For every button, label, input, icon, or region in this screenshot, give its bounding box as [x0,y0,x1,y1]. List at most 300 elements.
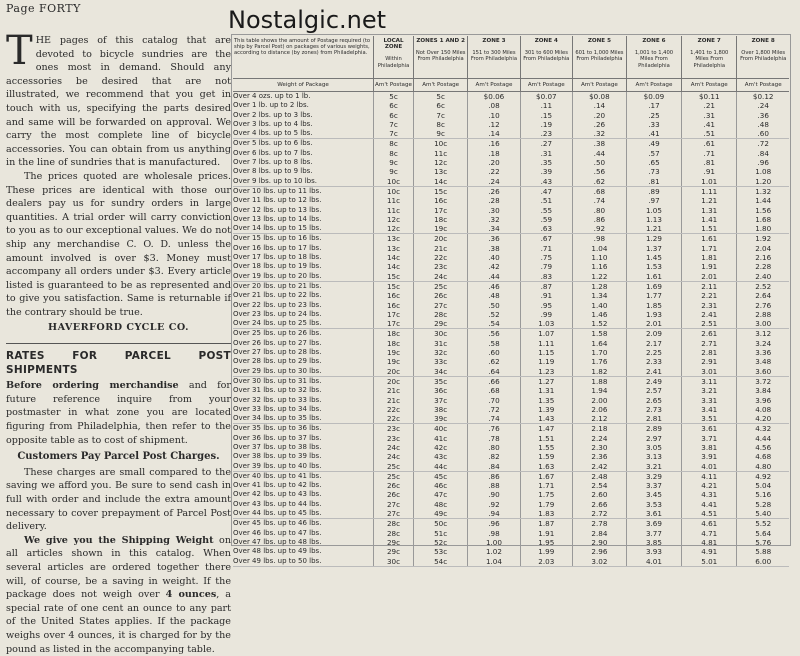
weight-cell: Over 4 lbs. up to 5 lbs. [233,129,374,139]
weight-cell: Over 14 lbs. up to 15 lbs. [233,224,374,234]
weight-header: Weight of Package [233,79,374,92]
table-row [233,386,789,395]
postage-cell: .86 [468,471,520,481]
customers-pay-heading: Customers Pay Parcel Post Charges. [17,451,220,463]
postage-table [233,36,789,567]
postage-cell: 1.91 [520,529,572,538]
table-row [233,253,789,262]
zone-header-2 [414,36,468,79]
postage-label: Am't Postage [572,79,626,92]
postage-cell: .65 [626,158,681,167]
postage-cell: 3.13 [626,452,681,461]
postage-cell: 1.41 [682,215,737,224]
postage-cell: 4.44 [737,434,789,443]
postage-cell: 37c [414,396,468,405]
postage-cell: 1.58 [572,329,626,339]
postage-cell: 29c [374,538,414,547]
table-row [233,357,789,366]
prices-paragraph: The prices quoted are wholesale prices. These prices are identical with those our dealers pay us for sundry orders in large quantities. A trial order will carry conviction to you as to our exceptional values. We do not ship any merchandise C. O. D. unless the amount involved is over $3. Money must accompany all orders under $3. Every article listed is guaranteed to be as represented and to give you satisfaction. Same is returnable if the contrary should be true. [6,170,231,318]
drop-cap: T [6,28,33,74]
postage-cell: .44 [468,272,520,282]
postage-cell: 2.11 [682,281,737,291]
table-row [233,538,789,547]
postage-cell: .24 [468,177,520,187]
weight-cell: Over 16 lbs. up to 17 lbs. [233,243,322,252]
postage-cell: .14 [572,101,626,110]
postage-cell: .66 [468,376,520,386]
table-row [233,424,789,434]
postage-cell: 23c [374,424,414,434]
postage-cell: .22 [468,167,520,176]
table-row [233,329,789,339]
postage-cell: 4.41 [682,500,737,509]
postage-cell: 2.31 [682,301,737,310]
postage-cell: 20c [414,234,468,244]
postage-cell: 6c [374,111,414,120]
postage-cell: 5.04 [737,481,789,490]
postage-cell: 1.31 [682,206,737,215]
weight-cell: Over 7 lbs. up to 8 lbs. [233,158,313,167]
postage-cell: 2.01 [682,272,737,282]
postage-cell: 1.87 [520,519,572,529]
postage-cell: $0.12 [737,92,789,102]
table-row [233,206,789,215]
postage-cell: 21c [374,386,414,395]
postage-cell: .92 [468,500,520,509]
table-row [233,301,789,310]
postage-cell: .83 [520,272,572,282]
postage-cell: .10 [468,111,520,120]
postage-cell: .76 [468,424,520,434]
postage-cell: .63 [520,224,572,234]
postage-cell: 2.21 [682,291,737,300]
table-row [233,149,789,158]
postage-cell: .97 [626,196,681,205]
postage-cell: 3.51 [682,414,737,424]
table-row [233,348,789,357]
postage-cell: 50c [414,519,468,529]
postage-cell: 2.96 [572,547,626,556]
postage-cell: .41 [682,120,737,129]
postage-cell: .32 [468,215,520,224]
postage-cell: $0.06 [468,92,520,102]
postage-cell: .38 [572,139,626,149]
postage-cell: 2.81 [626,414,681,424]
postage-cell: 7c [374,129,414,139]
postage-cell: .46 [468,281,520,291]
postage-cell: 2.41 [626,367,681,377]
intro-text: HE pages of this catalog that are devoted to bicycle sundries are the ones most in demand. Should any accessories be desired that are not illustrated, we recommend that you get in touch with us, specifying the parts desired and same will be forwarded on approval. We carry the most complete line of bicycle accessories. You can obtain from us anything in the line of sundries that is manufactured. [6,35,231,169]
postage-cell: .40 [468,253,520,262]
postage-cell: 24c [414,272,468,282]
postage-cell: 4.56 [737,443,789,452]
postage-cell: 2.18 [572,424,626,434]
postage-cell: 26c [374,490,414,499]
postage-cell: 5.76 [737,538,789,547]
postage-cell: 38c [414,405,468,414]
table-row [233,547,789,556]
postage-cell: .20 [572,111,626,120]
table-row [233,262,789,271]
postage-cell: 43c [414,452,468,461]
postage-cell: 6.00 [737,557,789,567]
weight-cell: Over 24 lbs. up to 25 lbs. [233,319,374,329]
section-divider [6,343,231,344]
postage-cell: 2.66 [572,500,626,509]
postage-cell: 3.85 [626,538,681,547]
table-row [233,129,789,139]
zone-distance: Within Philadelphia [377,56,410,69]
postage-cell: .51 [520,196,572,205]
postage-cell: 3.91 [682,452,737,461]
postage-cell: 3.81 [682,443,737,452]
postage-cell: .81 [626,177,681,187]
postage-cell: 4.80 [737,462,789,472]
postage-cell: .90 [468,490,520,499]
postage-table-body [233,92,789,567]
weight-cell: Over 39 lbs. up to 40 lbs. [233,462,374,472]
postage-cell: .35 [520,158,572,167]
weight-cell: Over 8 lbs. up to 9 lbs. [233,167,313,176]
zone-name: ZONE 5 [587,38,611,44]
postage-cell: 2.42 [572,462,626,472]
postage-cell: 1.47 [520,424,572,434]
postage-cell: .39 [520,167,572,176]
postage-cell: 3.02 [572,557,626,567]
postage-cell: 1.63 [520,462,572,472]
postage-cell: 29c [374,547,414,556]
postage-cell: 42c [414,443,468,452]
table-row [233,92,789,102]
postage-cell: 1.04 [468,557,520,567]
postage-cell: .31 [520,149,572,158]
postage-cell: 1.05 [626,206,681,215]
postage-cell: 19c [374,348,414,357]
postage-cell: 1.88 [572,376,626,386]
postage-cell: 1.04 [572,244,626,253]
postage-cell: 1.95 [520,538,572,547]
postage-cell: 1.28 [572,281,626,291]
postage-cell: 1.91 [682,262,737,271]
postage-cell: 13c [374,244,414,253]
postage-cell: 3.61 [682,424,737,434]
postage-cell: 4.91 [682,547,737,556]
postage-cell: 4.51 [682,509,737,519]
postage-cell: 11c [414,149,468,158]
postage-cell: 2.81 [682,348,737,357]
postage-cell: 1.51 [520,434,572,443]
postage-cell: 16c [374,291,414,300]
table-row [233,519,789,529]
postage-cell: 4.01 [626,557,681,567]
postage-cell: 2.28 [737,262,789,271]
postage-cell: 4.01 [682,462,737,472]
table-row [233,177,789,187]
postage-cell: .28 [468,196,520,205]
postage-cell: 34c [414,367,468,377]
postage-cell: 3.11 [682,376,737,386]
weight-cell: Over 37 lbs. up to 38 lbs. [233,442,322,451]
weight-cell: Over 4 ozs. up to 1 lb. [233,92,311,100]
postage-cell: 2.57 [626,386,681,395]
postage-cell: 49c [414,509,468,519]
postage-cell: 1.21 [626,224,681,234]
postage-cell: 19c [414,224,468,234]
zone-distance: Not Over 150 Miles From Philadelphia [415,50,466,63]
postage-cell: 4.92 [737,471,789,481]
zone-name: LOCAL ZONE [383,38,404,51]
postage-cell: 3.41 [682,405,737,414]
postage-cell: 25c [374,471,414,481]
postage-cell: .94 [468,509,520,519]
postage-cell: 2.52 [737,281,789,291]
postage-cell: 16c [414,196,468,205]
postage-label: Am't Postage [682,79,737,92]
postage-cell: .31 [682,111,737,120]
postage-cell: 3.96 [737,396,789,405]
postage-cell: 3.36 [737,348,789,357]
postage-cell: 1.15 [520,348,572,357]
postage-cell: 39c [414,414,468,424]
postage-cell: .64 [468,367,520,377]
before-ordering-paragraph [6,379,231,447]
postage-cell: 10c [374,186,414,196]
postage-cell: 4.08 [737,405,789,414]
table-row [233,443,789,452]
postage-cell: 11c [374,206,414,215]
postage-cell: 31c [414,339,468,348]
postage-cell: 13c [414,167,468,176]
postage-cell: 15c [374,281,414,291]
postage-cell: 1.11 [520,339,572,348]
postage-cell: .17 [626,101,681,110]
postage-cell: 1.76 [572,357,626,366]
before-ordering-bold: Before ordering merchandise [6,380,179,392]
postage-cell: .12 [468,120,520,129]
zone-header-7 [682,36,737,79]
postage-cell: 2.76 [737,301,789,310]
postage-cell: .20 [468,158,520,167]
postage-cell: 30c [374,557,414,567]
zone-name: ZONES 1 AND 2 [416,38,465,44]
weight-cell: Over 2 lbs. up to 3 lbs. [233,110,313,119]
weight-cell: Over 38 lbs. up to 39 lbs. [233,452,322,461]
table-row [233,471,789,481]
postage-cell: .71 [520,244,572,253]
postage-cell: .80 [468,443,520,452]
postage-cell: 46c [414,481,468,490]
postage-cell: .84 [468,462,520,472]
postage-cell: .34 [468,224,520,234]
postage-cell: 1.75 [520,490,572,499]
postage-cell: .24 [737,101,789,110]
table-row [233,462,789,472]
table-row [233,414,789,424]
postage-cell: 3.84 [737,386,789,395]
postage-cell: 45c [414,471,468,481]
weight-cell: Over 44 lbs. up to 45 lbs. [233,509,374,519]
postage-cell: 27c [374,509,414,519]
postage-cell: 35c [414,376,468,386]
table-row [233,434,789,443]
postage-cell: 1.22 [572,272,626,282]
postage-cell: 2.51 [682,319,737,329]
postage-cell: 1.61 [682,234,737,244]
postage-cell: 1.53 [626,262,681,271]
postage-cell: 24c [374,452,414,461]
postage-cell: 2.72 [572,509,626,519]
postage-cell: 6c [414,101,468,110]
postage-cell: .15 [520,111,572,120]
zone-name: ZONE 7 [697,38,721,44]
postage-cell: 23c [414,262,468,271]
left-column [6,28,231,656]
postage-cell: 2.48 [572,471,626,481]
postage-cell: 1.69 [626,281,681,291]
weight-cell: Over 25 lbs. up to 26 lbs. [233,329,322,338]
postage-cell: 18c [414,215,468,224]
postage-cell: .72 [468,405,520,414]
zone-name: ZONE 4 [534,38,558,44]
postage-cell: .25 [626,111,681,120]
postage-cell: 2.30 [572,443,626,452]
postage-cell: 3.31 [682,396,737,405]
postage-cell: .74 [572,196,626,205]
postage-cell: 2.09 [626,329,681,339]
postage-cell: 7c [414,111,468,120]
postage-cell: .96 [737,158,789,167]
postage-cell: 1.71 [520,481,572,490]
postage-cell: 21c [414,244,468,253]
postage-label: Am't Postage [414,79,468,92]
postage-cell: .48 [468,291,520,300]
postage-cell: 3.01 [682,367,737,377]
postage-cell: 1.82 [572,367,626,377]
weight-cell: Over 19 lbs. up to 20 lbs. [233,272,374,282]
zone-distance: Over 1,800 Miles From Philadelphia [740,50,787,63]
postage-cell: .95 [520,301,572,310]
postage-cell: 4.71 [682,529,737,538]
weight-cell: Over 11 lbs. up to 12 lbs. [233,196,322,205]
zone-header-6 [626,36,681,79]
weight-cell: Over 20 lbs. up to 21 lbs. [233,281,322,290]
postage-cell: .50 [572,158,626,167]
zone-header-5 [572,36,626,79]
table-row [233,186,789,196]
weight-cell: Over 27 lbs. up to 28 lbs. [233,348,322,357]
postage-cell: 8c [414,120,468,129]
postage-cell: 22c [414,253,468,262]
postage-cell: 1.07 [520,329,572,339]
postage-cell: .18 [468,149,520,158]
postage-cell: 1.02 [468,547,520,556]
table-row [233,244,789,253]
zone-header-8 [737,36,789,79]
postage-cell: 1.93 [626,310,681,319]
postage-cell: 1.10 [572,253,626,262]
postage-cell: 20c [374,376,414,386]
postage-cell: .98 [468,529,520,538]
postage-cell: .27 [520,139,572,149]
postage-cell: 52c [414,538,468,547]
postage-cell: 2.01 [626,319,681,329]
postage-cell: 29c [414,319,468,329]
postage-cell: 40c [414,424,468,434]
postage-cell: 30c [414,329,468,339]
postage-cell: .30 [468,206,520,215]
postage-cell: .72 [737,139,789,149]
postage-cell: 1.46 [572,310,626,319]
postage-cell: 1.77 [626,291,681,300]
postage-cell: 53c [414,547,468,556]
weight-cell: Over 46 lbs. up to 47 lbs. [233,528,322,537]
table-row [233,111,789,120]
postage-cell: .70 [468,396,520,405]
postage-cell: .68 [468,386,520,395]
watermark-text: Nostalgic.net [228,6,387,34]
shipping-weight-bold: We give you the Shipping Weight [24,534,214,546]
postage-cell: 1.31 [520,386,572,395]
postage-cell: 27c [414,301,468,310]
postage-cell: $0.08 [572,92,626,102]
postage-cell: 1.64 [572,339,626,348]
postage-cell: 5.40 [737,509,789,519]
postage-cell: 1.68 [737,215,789,224]
postage-cell: 3.93 [626,547,681,556]
postage-cell: 32c [414,348,468,357]
company-signature: HAVERFORD CYCLE CO. [48,322,189,334]
zone-header-4 [520,36,572,79]
postage-cell: 1.01 [682,177,737,187]
postage-cell: 1.52 [572,319,626,329]
postage-cell: 28c [374,529,414,538]
postage-cell: 17c [374,310,414,319]
postage-cell: 1.94 [572,386,626,395]
postage-cell: $0.11 [682,92,737,102]
postage-cell: 2.90 [572,538,626,547]
weight-cell: Over 18 lbs. up to 19 lbs. [233,262,322,271]
postage-cell: 26c [414,291,468,300]
postage-cell: 4.68 [737,452,789,461]
postage-cell: .38 [468,244,520,253]
postage-cell: .60 [468,348,520,357]
postage-cell: 1.20 [737,177,789,187]
postage-cell: 1.79 [520,500,572,509]
table-row [233,310,789,319]
postage-label: Am't Postage [626,79,681,92]
postage-cell: .58 [468,339,520,348]
weight-cell: Over 32 lbs. up to 33 lbs. [233,395,322,404]
postage-cell: 1.99 [520,547,572,556]
table-row [233,405,789,414]
postage-cell: 6c [374,101,414,110]
table-row [233,120,789,129]
postage-cell: 5.64 [737,529,789,538]
zone-distance: 151 to 300 Miles From Philadelphia [470,50,518,63]
postage-cell: 3.29 [626,471,681,481]
zone-header-3 [468,36,520,79]
postage-cell: 44c [414,462,468,472]
weight-cell: Over 42 lbs. up to 43 lbs. [233,490,322,499]
postage-cell: .75 [520,253,572,262]
postage-cell: 25c [414,281,468,291]
zone-header-row [233,36,789,79]
postage-cell: .61 [682,139,737,149]
postage-cell: 15c [374,272,414,282]
postage-cell: .59 [520,215,572,224]
postage-cell: .52 [468,310,520,319]
postage-cell: 3.21 [682,386,737,395]
